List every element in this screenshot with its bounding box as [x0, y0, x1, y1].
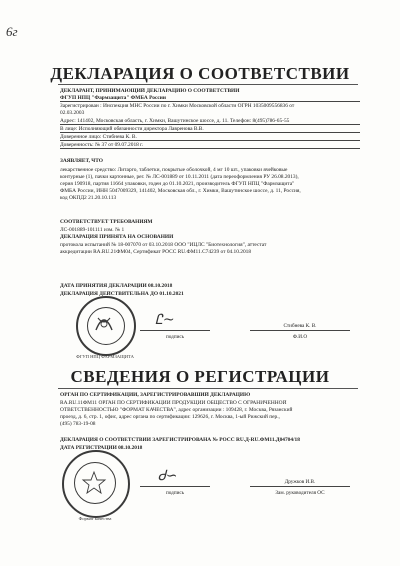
cert-body-heading: ОРГАН ПО СЕРТИФИКАЦИИ, ЗАРЕГИСТРИРОВАВШИЙ ДЕКЛАРАЦИЮ	[60, 392, 251, 398]
requirements-standard: ЛС-001889-101111 изм. № 1	[60, 227, 125, 233]
signature-1-caption: подпись	[165, 334, 185, 340]
cert-body-line: проезд, д. 6, стр. 1, офис, адрес органа по сертификации: 129626, г. Москва, 1-ый Рижский пер.,	[60, 414, 280, 420]
power-of-attorney: Доверенность: № 37 от 09.07.2018 г.	[60, 142, 360, 149]
signature-2-line	[140, 486, 210, 487]
basis-certificate: аккредитации RA.RU.21ФМ04, Сертификат РОСС RU.ФМ11.С74239 от 04.10.2018	[60, 249, 252, 255]
signatory-1-name-line	[250, 330, 350, 331]
authorized-person: Доверенное лицо: Стибнева К. В.	[60, 134, 360, 141]
declarant-address: Адрес: 141402, Московская область, г. Химки, Вашутинское шоссе, д. 11. Телефон: 8(495)786-65-55	[60, 118, 360, 125]
declarant-representative: В лице: Исполняющий обязанности директора Лавренова В.В.	[60, 126, 360, 133]
basis-heading: ДЕКЛАРАЦИЯ ПРИНЯТА НА ОСНОВАНИИ	[60, 234, 174, 240]
signature-1-mark: Ꮭ~	[155, 312, 175, 328]
claim-line: серия 190918, партия 11664 упаковки, годен до 01.10.2021, производитель ФГУП НПЦ "Фармзащита"	[60, 181, 295, 187]
declarant-seal	[76, 296, 136, 356]
handwritten-note: 6г	[6, 24, 18, 39]
signatory-1-name-caption: Ф.И.О	[292, 334, 308, 340]
claim-line: код ОКПД2 21.20.10.113	[60, 195, 117, 201]
claim-line: ФМБА России, ИНН 5047009329, 141402, Московская обл., г. Химки, Вашутинское шоссе, д. 11, Россия,	[60, 188, 301, 194]
cert-body-line: RA.RU.11ФМ11 ОРГАН ПО СЕРТИФИКАЦИИ ПРОДУКЦИИ ОБЩЕСТВО С ОГРАНИЧЕННОЙ	[60, 400, 287, 406]
signatory-2-name: Дружков И.В.	[284, 479, 316, 485]
registration-rule	[58, 388, 358, 389]
declarant-heading: ДЕКЛАРАНТ, ПРИНИМАЮЩИЙ ДЕКЛАРАЦИЮ О СООТВЕТСТВИИ	[60, 88, 240, 94]
certification-seal-text: Формат качества	[78, 516, 112, 521]
seal-star-icon	[62, 450, 126, 514]
title-rule	[58, 84, 358, 85]
declarant-registration: Зарегистрирован : Инспекция МНС России по г. Химки Московской области ОГРН 1035009556836 от	[60, 103, 295, 109]
signatory-2-name-line	[250, 486, 350, 487]
document-title: ДЕКЛАРАЦИЯ О СООТВЕТСТВИИ	[50, 64, 350, 83]
signature-1-line	[140, 330, 210, 331]
declarant-registration-date: 02.03.2003	[60, 110, 85, 116]
claim-line: контурные (1), пачки картонные, рег. № ЛС-001889 от 10.11.2011 (дата переоформления РУ 26.08.2013),	[60, 174, 299, 180]
cert-body-line: ОТВЕТСТВЕННОСТЬЮ "ФОРМАТ КАЧЕСТВА", адрес организации : 109428, г. Москва, Рязанский	[60, 407, 293, 413]
registration-number: ДЕКЛАРАЦИЯ О СООТВЕТСТВИИ ЗАРЕГИСТРИРОВАНА № РОСС RU.Д-RU.ФМ11.Д04704/18	[60, 437, 300, 443]
requirements-heading: СООТВЕТСТВУЕТ ТРЕБОВАНИЯМ	[60, 219, 153, 225]
declarant-name: ФГУП НПЦ "Фармзащита" ФМБА России	[60, 95, 360, 102]
signatory-2-role: Зам. руководителя ОС	[275, 490, 325, 496]
claim-line: лекарственное средство: Литарго, таблетки, покрытые оболочкой, 4 мг 10 шт., упаковки ячейковые	[60, 167, 288, 173]
signature-2-mark: Ꮷ∽	[158, 468, 178, 484]
seal-emblem-icon	[76, 296, 132, 352]
basis-protocol: протокола испытаний № 18-007070 от 03.10.2018 ООО "ИЦЛС "Биотехнология", аттестат	[60, 242, 267, 248]
certification-seal	[62, 450, 130, 518]
registration-title: СВЕДЕНИЯ О РЕГИСТРАЦИИ	[70, 367, 330, 386]
claim-heading: ЗАЯВЛЯЕТ, ЧТО	[60, 158, 103, 164]
signatory-1-name: Стибнева К. В.	[283, 323, 317, 329]
declarant-seal-text: ФГУП НПЦ ФАРМЗАЩИТА	[76, 354, 134, 359]
cert-body-phone: (495) 783-19-08	[60, 421, 96, 427]
signature-2-caption: подпись	[165, 490, 185, 496]
acceptance-date: ДАТА ПРИНЯТИЯ ДЕКЛАРАЦИИ 08.10.2018	[60, 283, 173, 289]
validity-date: ДЕКЛАРАЦИЯ ДЕЙСТВИТЕЛЬНА ДО 01.10.2021	[60, 291, 184, 297]
registration-date: ДАТА РЕГИСТРАЦИИ 08.10.2018	[60, 445, 143, 451]
